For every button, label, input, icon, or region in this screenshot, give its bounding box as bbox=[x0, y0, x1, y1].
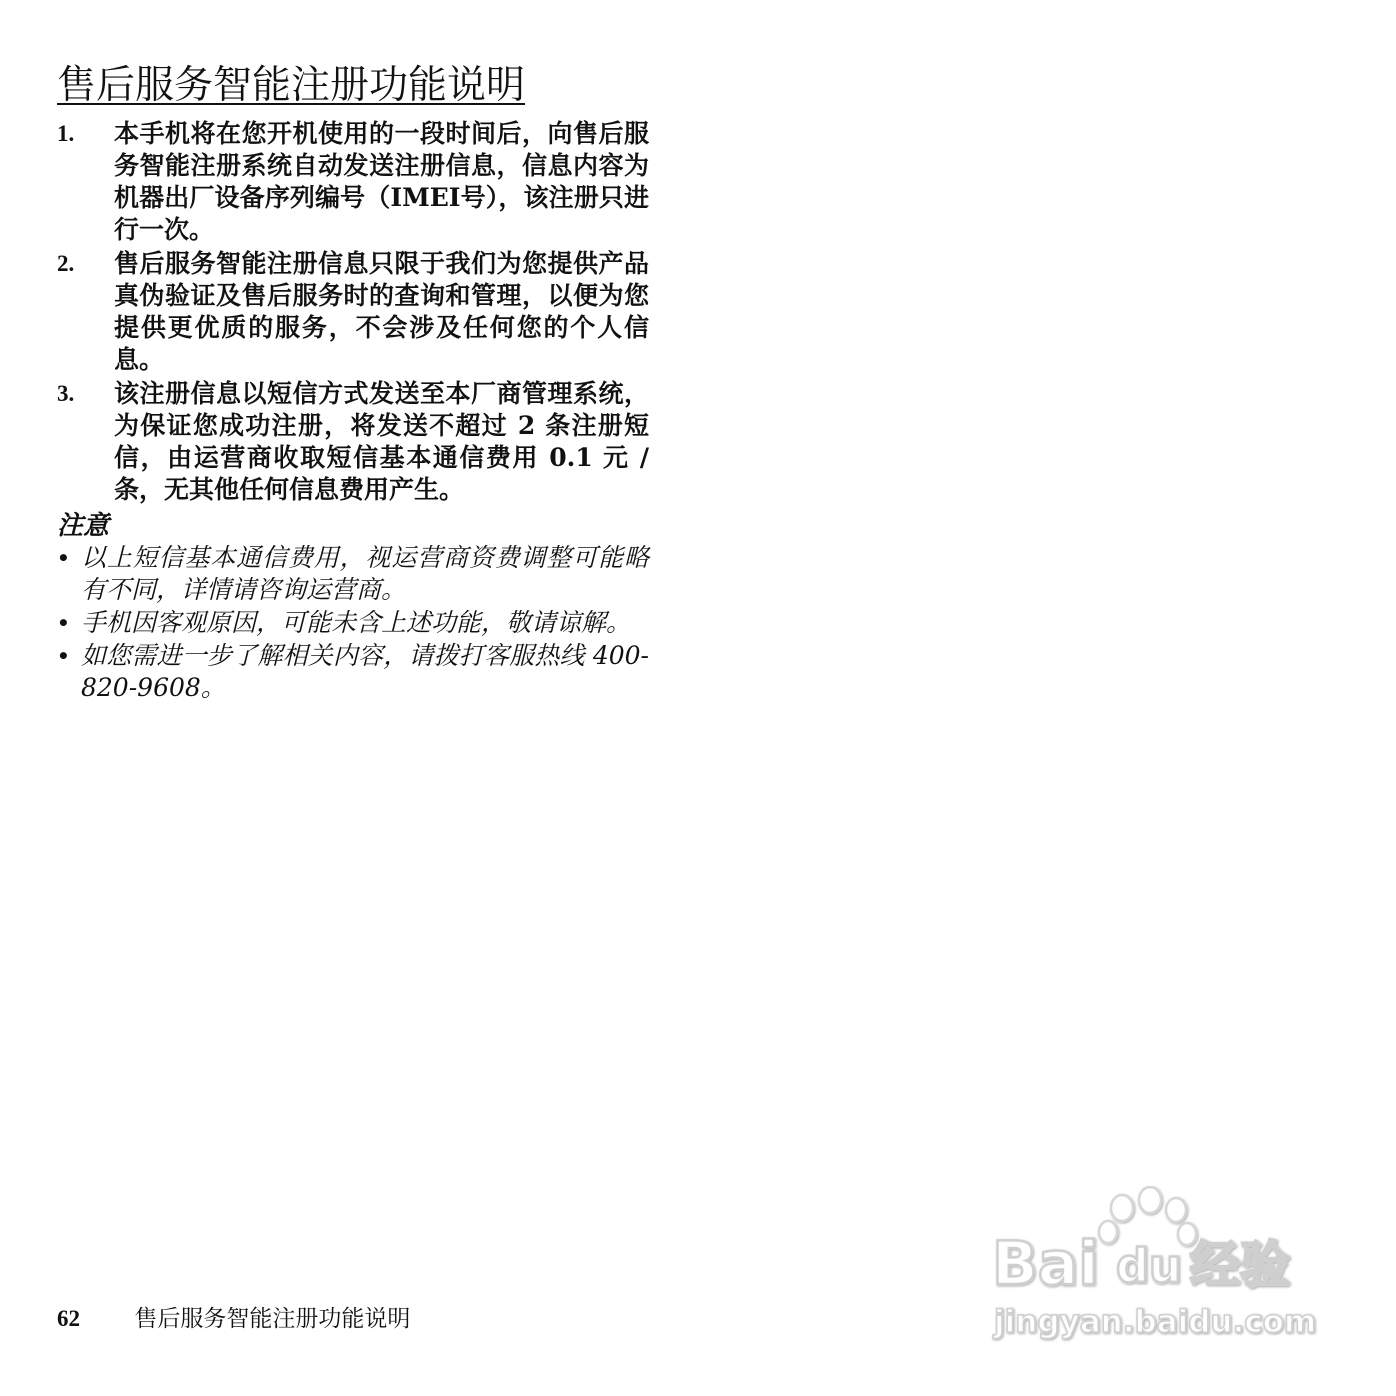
note-text: 手机因客观原因，可能未含上述功能，敬请谅解。 bbox=[81, 608, 632, 637]
item-number: 3. bbox=[57, 381, 75, 406]
item-text: 该注册信息以短信方式发送至本厂商管理系统，为保证您成功注册，将发送不超过 2 条注册短信，由运营商收取短信基本通信费用 0.1 元 / 条，无其他任何信息费用产生。 bbox=[114, 379, 649, 504]
page-footer bbox=[57, 1302, 410, 1336]
item-number: 2. bbox=[57, 251, 75, 276]
list-item bbox=[57, 118, 649, 246]
footer-section-title: 售后服务智能注册功能说明 bbox=[134, 1306, 411, 1332]
note-list bbox=[57, 542, 649, 705]
watermark-brand: Bai bbox=[992, 1229, 1099, 1299]
note-text: 如您需进一步了解相关内容，请拨打客服热线 400-820-9608。 bbox=[81, 641, 649, 702]
page-number: 62 bbox=[57, 1306, 80, 1331]
bullet-icon: • bbox=[57, 546, 70, 570]
baidu-jingyan-watermark bbox=[990, 1186, 1320, 1346]
note-item bbox=[57, 542, 649, 606]
note-item bbox=[57, 640, 649, 704]
watermark-url: jingyan.baidu.com bbox=[994, 1304, 1317, 1340]
numbered-list bbox=[57, 118, 649, 508]
list-item bbox=[57, 378, 649, 506]
page-title: 售后服务智能注册功能说明 bbox=[57, 63, 526, 108]
item-text: 售后服务智能注册信息只限于我们为您提供产品真伪验证及售后服务时的查询和管理，以便为您提供更优质的服务，不会涉及任何您的个人信息。 bbox=[114, 249, 649, 374]
list-item bbox=[57, 248, 649, 376]
bullet-icon: • bbox=[57, 611, 70, 635]
watermark-cn-label: 经验 bbox=[1190, 1236, 1290, 1294]
bullet-icon: • bbox=[57, 644, 70, 668]
note-heading: 注意 bbox=[57, 511, 110, 541]
paw-icon bbox=[1099, 1187, 1196, 1245]
note-text: 以上短信基本通信费用，视运营商资费调整可能略有不同，详情请咨询运营商。 bbox=[81, 543, 649, 604]
note-item bbox=[57, 607, 649, 639]
watermark-brand-suffix: du bbox=[1116, 1239, 1182, 1293]
item-text: 本手机将在您开机使用的一段时间后，向售后服务智能注册系统自动发送注册信息，信息内容为机器出厂设备序列编号（IMEI号），该注册只进行一次。 bbox=[114, 119, 649, 244]
item-number: 1. bbox=[57, 121, 75, 146]
